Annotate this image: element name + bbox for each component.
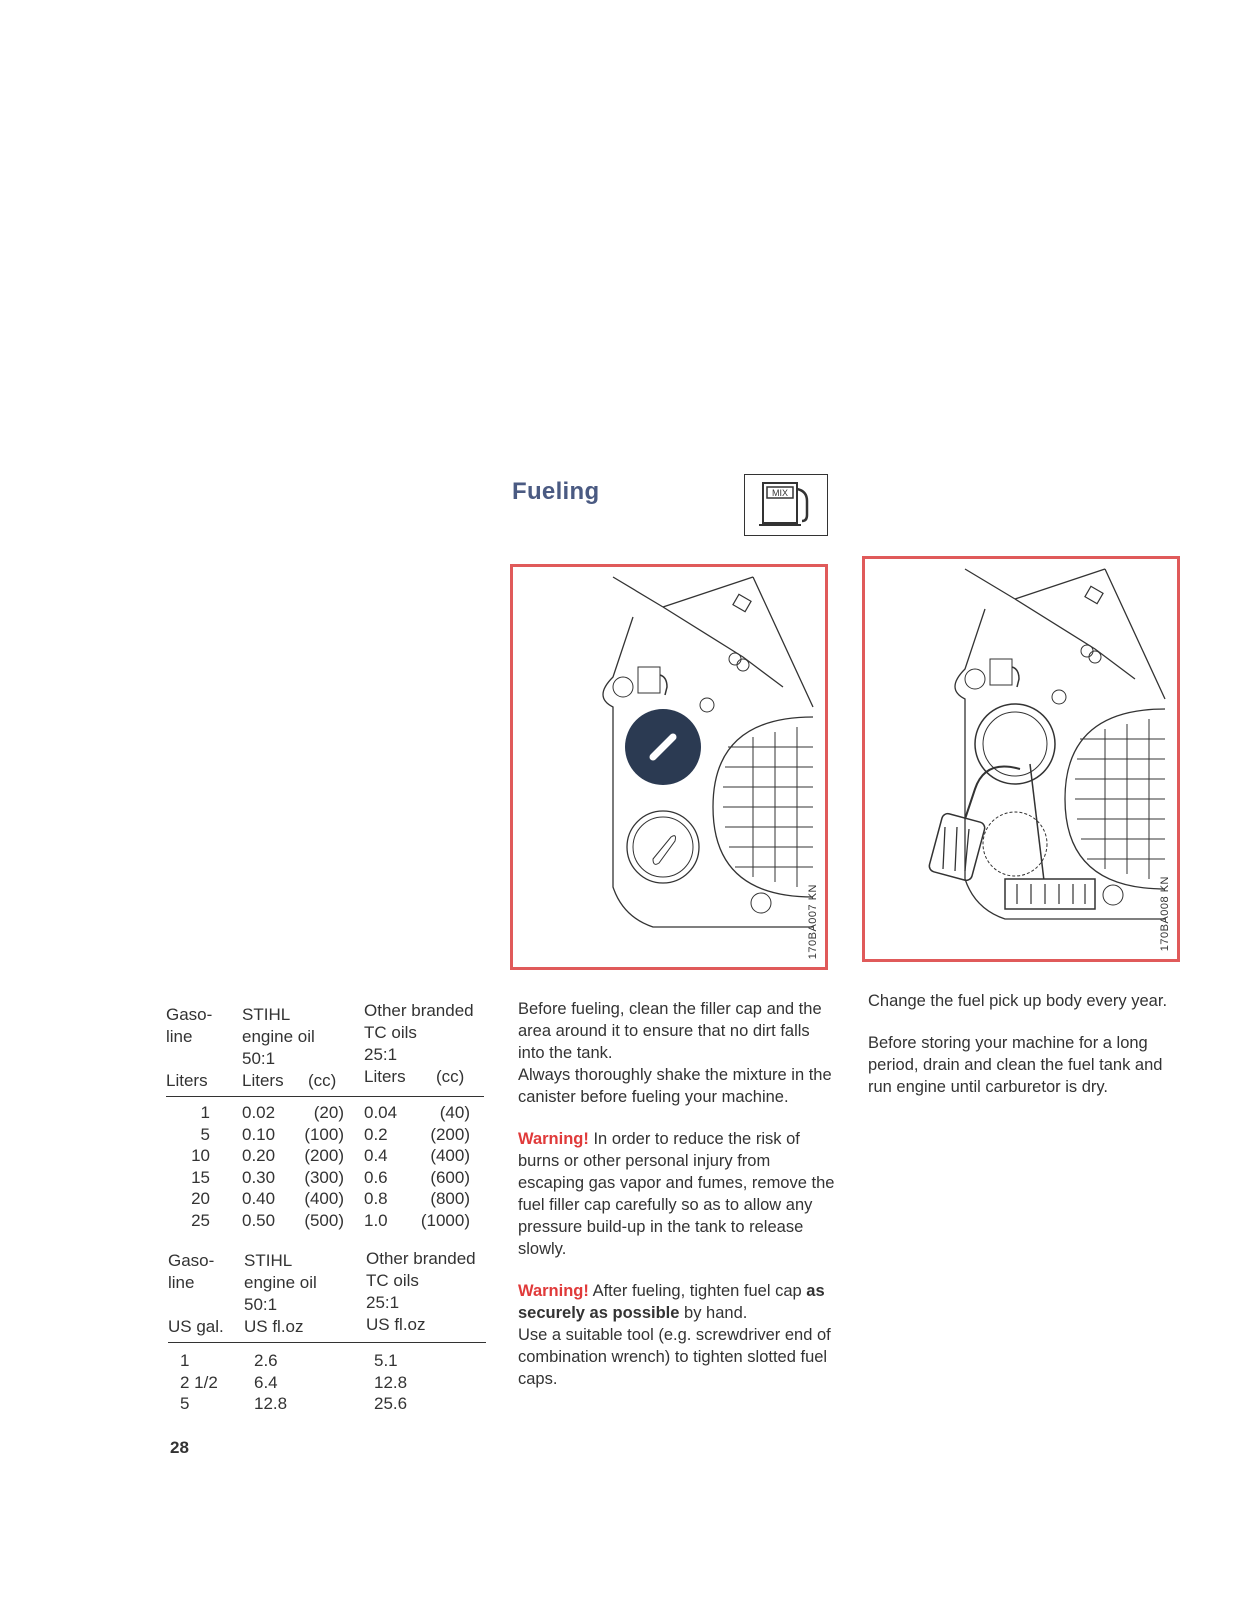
header-stihl-oil: STIHL engine oil 50:1 Liters — [242, 1005, 315, 1090]
table-cell: 2.6 — [254, 1351, 278, 1370]
table-cell: (100) — [304, 1124, 344, 1144]
figure-fuel-pickup — [862, 556, 1180, 962]
table-cell: 0.2 — [364, 1124, 388, 1144]
table-cell: 6.4 — [254, 1372, 278, 1392]
table-cell: (20) — [313, 1103, 344, 1122]
table-cell: 0.20 — [242, 1146, 276, 1165]
table-cell: 25.6 — [374, 1394, 408, 1413]
header-other-oil: Other branded TC oils 25:1 US fl.oz — [366, 1249, 476, 1334]
warning-text: In order to reduce the risk of burns or other personal injury from escaping gas vapor and fumes, remove the fuel filler cap carefully so as to allow any pressure build-up in the tank to release slowly. — [518, 1130, 835, 1258]
table-cell: (500) — [304, 1210, 344, 1230]
table-cell: 12.8 — [374, 1372, 408, 1392]
instruction-clean-cap: Before fueling, clean the filler cap and the area around it to ensure that no dirt falls into the tank. — [518, 1000, 822, 1062]
maintenance-notes — [868, 990, 1190, 1118]
header-stihl-unit: (cc) — [308, 1071, 337, 1090]
table-cell: (800) — [430, 1189, 470, 1208]
instruction-use-tool: Use a suitable tool (e.g. screwdriver end of combination wrench) to tighten slotted fuel caps. — [518, 1326, 831, 1388]
table-cell: 1.0 — [364, 1210, 388, 1230]
table-cell: 20 — [191, 1189, 210, 1208]
mix-label: MIX — [771, 488, 789, 498]
table-cell: 1 — [200, 1103, 210, 1122]
section-heading: Fueling — [512, 478, 600, 505]
table-cell: (400) — [430, 1146, 470, 1165]
table-cell: 1 — [180, 1351, 190, 1370]
warning-label: Warning! — [518, 1130, 589, 1148]
warning-vapor — [518, 1128, 836, 1260]
header-other-unit: (cc) — [436, 1067, 465, 1086]
table-cell: 12.8 — [254, 1394, 288, 1413]
warning-emphasis: as securely as possible — [518, 1282, 825, 1322]
table-cell: 0.8 — [364, 1189, 388, 1208]
note-storage: Before storing your machine for a long period, drain and clean the fuel tank and run engine until carburetor is dry. — [868, 1034, 1163, 1096]
table-cell: (200) — [430, 1124, 470, 1144]
table-rule — [166, 1096, 484, 1097]
table-cell: (40) — [439, 1103, 470, 1122]
warning-label: Warning! — [518, 1282, 589, 1300]
table-cell: 0.50 — [242, 1210, 276, 1230]
note-pickup-body: Change the fuel pick up body every year. — [868, 992, 1168, 1010]
table-cell: 0.02 — [242, 1103, 276, 1122]
table-cell: 5 — [180, 1394, 190, 1413]
header-other-oil: Other branded TC oils 25:1 Liters — [364, 1001, 474, 1086]
warning-text: by hand. — [684, 1304, 748, 1322]
table-cell: (300) — [304, 1167, 344, 1187]
table-cell: 0.30 — [242, 1167, 276, 1187]
table-cell: 0.10 — [242, 1124, 276, 1144]
fueling-instructions — [518, 998, 836, 1390]
table-rule — [168, 1342, 486, 1343]
warning-text: After fueling, tighten fuel cap — [592, 1282, 802, 1300]
header-gasoline: Gaso- line US gal. — [168, 1251, 224, 1336]
table-cell: 0.6 — [364, 1167, 388, 1187]
table-cell: 15 — [191, 1167, 210, 1187]
figure-code: 170BA007 KN — [807, 883, 819, 959]
table-cell: 0.40 — [242, 1189, 276, 1208]
figure-code: 170BA008 KN — [1159, 875, 1171, 951]
header-stihl-oil: STIHL engine oil 50:1 US fl.oz — [244, 1251, 317, 1336]
table-cell: 5 — [200, 1124, 210, 1144]
table-cell: (1000) — [420, 1210, 470, 1230]
table-cell: (400) — [304, 1189, 344, 1208]
table-cell: 10 — [191, 1146, 210, 1165]
header-gasoline: Gaso- line Liters — [166, 1005, 213, 1090]
page-number: 28 — [170, 1438, 189, 1457]
instruction-shake-mixture: Always thoroughly shake the mixture in the canister before fueling your machine. — [518, 1066, 832, 1106]
table-cell: 25 — [191, 1210, 210, 1230]
table-cell: 0.4 — [364, 1146, 388, 1165]
table-cell: (200) — [304, 1146, 344, 1165]
warning-tighten-cap — [518, 1280, 836, 1324]
table-cell: (600) — [430, 1167, 470, 1187]
table-cell: 2 1/2 — [180, 1372, 218, 1392]
figure-fuel-cap — [510, 564, 828, 970]
table-cell: 0.04 — [364, 1103, 398, 1122]
fuel-mix-icon — [744, 474, 828, 536]
table-cell: 5.1 — [374, 1351, 398, 1370]
